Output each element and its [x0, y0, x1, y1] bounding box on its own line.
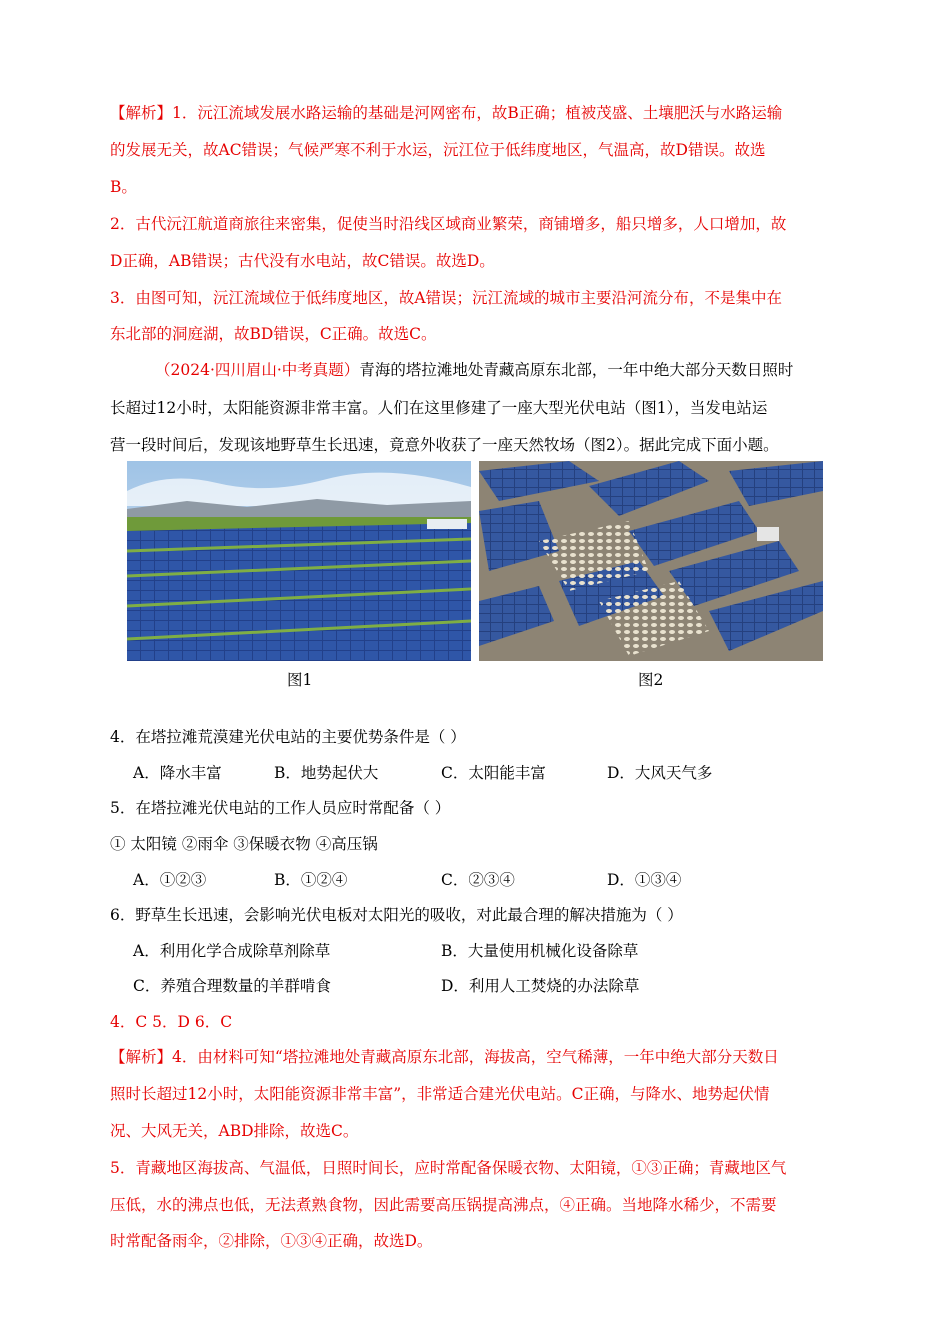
analysis-line-6: 3．由图可知，沅江流域位于低纬度地区，故A错误；沅江流域的城市主要沿河流分布，不是集中在 — [110, 289, 783, 307]
figure-1-caption: 图1 — [287, 671, 313, 689]
question-5: 5．在塔拉滩光伏电站的工作人员应时常配备（ ） — [110, 799, 451, 817]
q4-option-b: B．地势起伏大 — [274, 764, 379, 782]
q5-option-c: C．②③④ — [441, 871, 515, 889]
q4-option-d: D．大风天气多 — [607, 764, 713, 782]
q5-option-d: D．①③④ — [607, 871, 682, 889]
q5-option-b: B．①②④ — [274, 871, 348, 889]
analysis-line-1: 【解析】1．沅江流域发展水路运输的基础是河网密布，故B正确；植被茂盛、土壤肥沃与水路运输 — [110, 104, 783, 122]
material-line-3: 营一段时间后，发现该地野草生长迅速，竟意外收获了一座天然牧场（图2）。据此完成下面小题。 — [110, 436, 779, 454]
question-4: 4．在塔拉滩荒漠建光伏电站的主要优势条件是（ ） — [110, 728, 466, 746]
question-6: 6．野草生长迅速，会影响光伏电板对太阳光的吸收，对此最合理的解决措施为（ ） — [110, 906, 683, 924]
analysis-line-4: 2．古代沅江航道商旅往来密集，促使当时沿线区域商业繁荣，商铺增多，船只增多，人口增加，故 — [110, 215, 787, 233]
q6-option-d: D．利用人工焚烧的办法除草 — [441, 977, 640, 995]
material-line-2: 长超过12小时，太阳能资源非常丰富。人们在这里修建了一座大型光伏电站（图1），当发电站运 — [110, 399, 768, 417]
material-line-1 — [155, 358, 793, 380]
answer-analysis-5: 压低，水的沸点也低，无法煮熟食物，因此需要高压锅提高沸点，④正确。当地降水稀少，不需要 — [110, 1196, 777, 1214]
answer-analysis-6: 时常配备雨伞，②排除，①③④正确，故选D。 — [110, 1232, 433, 1250]
q5-option-a: A．①②③ — [133, 871, 207, 889]
answer-analysis-4: 5．青藏地区海拔高、气温低，日照时间长，应时常配备保暖衣物、太阳镜，①③正确；青藏地区气 — [110, 1159, 787, 1177]
q5-items: ① 太阳镜 ②雨伞 ③保暖衣物 ④高压锅 — [110, 835, 378, 853]
q4-option-a: A．降水丰富 — [133, 764, 222, 782]
analysis-line-3: B。 — [110, 178, 137, 196]
figure-2-solar-pasture — [479, 461, 823, 661]
figure-2-caption: 图2 — [638, 671, 664, 689]
answer-key: 4．C 5．D 6．C — [110, 1013, 233, 1031]
q6-option-c: C．养殖合理数量的羊群啃食 — [133, 977, 331, 995]
figure-1-solar-field — [127, 461, 471, 661]
q6-option-b: B．大量使用机械化设备除草 — [441, 942, 639, 960]
analysis-line-7: 东北部的洞庭湖，故BD错误，C正确。故选C。 — [110, 325, 437, 343]
analysis-line-5: D正确，AB错误；古代没有水电站，故C错误。故选D。 — [110, 252, 495, 270]
q4-option-c: C．太阳能丰富 — [441, 764, 546, 782]
answer-analysis-2: 照时长超过12小时，太阳能资源非常丰富”，非常适合建光伏电站。C正确，与降水、地势起伏情 — [110, 1085, 770, 1103]
answer-analysis-1: 【解析】4．由材料可知“塔拉滩地处青藏高原东北部，海拔高，空气稀薄，一年中绝大部分天数日 — [110, 1048, 779, 1066]
answer-analysis-3: 况、大风无关，ABD排除，故选C。 — [110, 1122, 359, 1140]
material-text-1: 青海的塔拉滩地处青藏高原东北部，一年中绝大部分天数日照时 — [359, 361, 794, 379]
analysis-line-2: 的发展无关，故AC错误；气候严寒不利于水运，沅江位于低纬度地区，气温高，故D错误。故选 — [110, 141, 766, 159]
q6-option-a: A．利用化学合成除草剂除草 — [133, 942, 331, 960]
source-tag: （2024·四川眉山·中考真题） — [155, 361, 360, 379]
